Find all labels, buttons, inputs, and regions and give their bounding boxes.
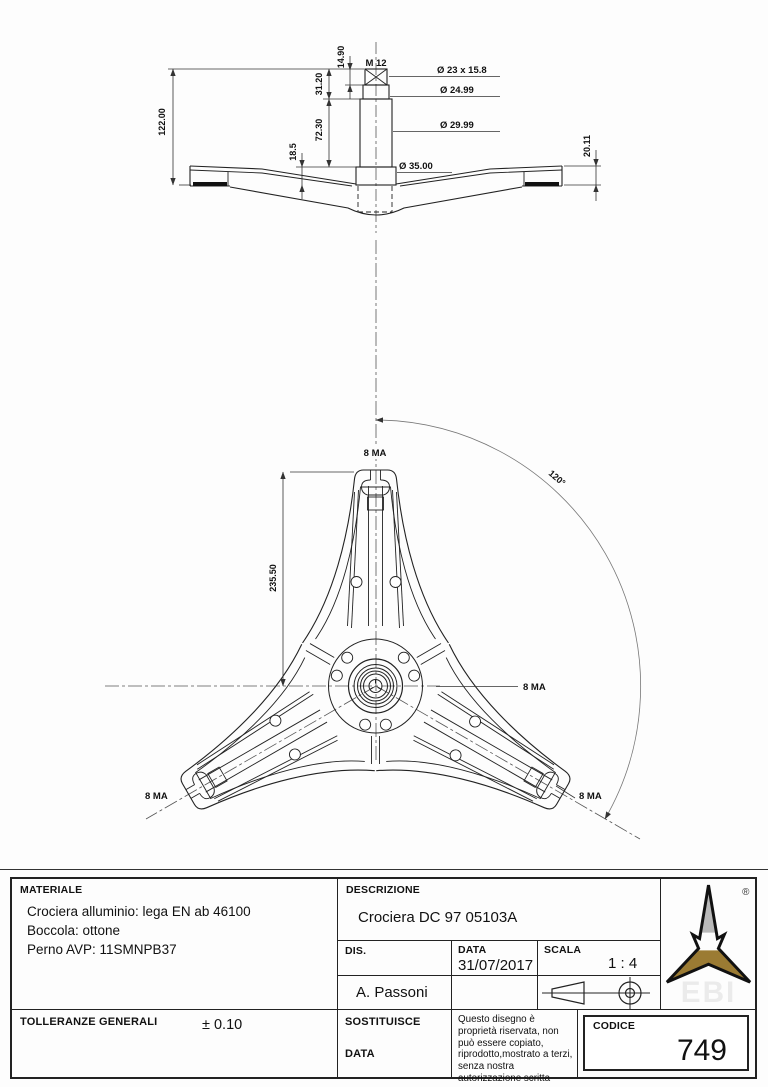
disegnatore-cell — [338, 976, 452, 1010]
sostituisce-cell — [338, 1010, 452, 1077]
side-view-dimensions — [168, 56, 601, 201]
data-value: 31/07/2017 — [458, 957, 534, 974]
materiale-cell — [12, 879, 338, 1010]
angle-120-label: 120° — [546, 468, 568, 488]
registered-mark: ® — [742, 887, 750, 899]
scala-value: 1 : 4 — [608, 955, 638, 972]
callout-dia23: Ø 23 x 15.8 — [437, 65, 487, 76]
scala-label: SCALA — [544, 944, 582, 956]
dim-1490: 14.90 — [336, 45, 346, 69]
descrizione-label: DESCRIZIONE — [346, 884, 420, 896]
projection-cell — [538, 976, 660, 1010]
dis-cell — [338, 941, 452, 976]
data2-label: DATA — [345, 1048, 375, 1060]
tolleranze-label: TOLLERANZE GENERALI — [20, 1016, 158, 1028]
angle-arc — [376, 420, 641, 819]
dim-23550: 235.50 — [268, 564, 278, 592]
tolleranze-value: ± 0.10 — [202, 1017, 243, 1033]
title-block — [10, 877, 757, 1084]
side-view — [190, 42, 562, 233]
ma-label-bottom-left: 8 MA — [145, 791, 168, 802]
logo-cell — [660, 879, 755, 1010]
materiale-line1: Crociera alluminio: lega EN ab 46100 — [27, 904, 251, 919]
codice-box — [583, 1015, 749, 1071]
dis-value: A. Passoni — [356, 984, 428, 1001]
dim-2011: 20.11 — [582, 134, 592, 158]
callout-dia2499: Ø 24.99 — [440, 85, 474, 96]
dim-3120: 31.20 — [314, 72, 324, 96]
note-cell — [452, 1010, 578, 1084]
dis-label: DIS. — [345, 945, 367, 957]
descrizione-value: Crociera DC 97 05103A — [358, 909, 518, 926]
codice-label: CODICE — [593, 1020, 636, 1032]
ebi-logo — [661, 879, 756, 1008]
callout-dia2999: Ø 29.99 — [440, 120, 474, 131]
ebi-logo-text: EBI — [680, 975, 737, 1008]
dim-122: 122.00 — [157, 108, 167, 136]
first-angle-projection-icon — [538, 976, 660, 1010]
ma-label-bottom-right: 8 MA — [579, 791, 602, 802]
empty-cell — [452, 976, 538, 1010]
descrizione-cell — [338, 879, 660, 941]
dim-7230: 72.30 — [314, 118, 324, 142]
materiale-line2: Boccola: ottone — [27, 923, 121, 938]
property-note: Questo disegno è proprietà riservata, non può essere copiato, riprodotto,mostrato a terzi, senza nostra autorizzazione scritta — [458, 1014, 573, 1084]
spider-view — [105, 240, 641, 857]
side-view-labels — [157, 46, 592, 172]
ma-label-right: 8 MA — [523, 682, 546, 693]
arm-axis-left — [146, 686, 376, 819]
ma-label-top: 8 MA — [363, 448, 387, 459]
sheet-rule — [0, 869, 768, 870]
materiale-line3: Perno AVP: 11SMNPB37 — [27, 942, 177, 957]
data-cell — [452, 941, 538, 976]
sostituisce-label: SOSTITUISCE — [345, 1016, 421, 1028]
codice-value: 749 — [676, 1034, 727, 1067]
data-label: DATA — [458, 944, 487, 956]
materiale-label: MATERIALE — [20, 884, 83, 896]
arm-axis-right — [376, 686, 640, 839]
codice-area — [578, 1010, 755, 1077]
callout-dia3500: Ø 35.00 — [399, 161, 433, 172]
scala-cell — [538, 941, 660, 976]
tolleranze-cell — [12, 1010, 338, 1077]
thread-label: M 12 — [365, 58, 387, 69]
dim-185: 18.5 — [288, 143, 298, 161]
spider-arm-top — [303, 470, 449, 665]
